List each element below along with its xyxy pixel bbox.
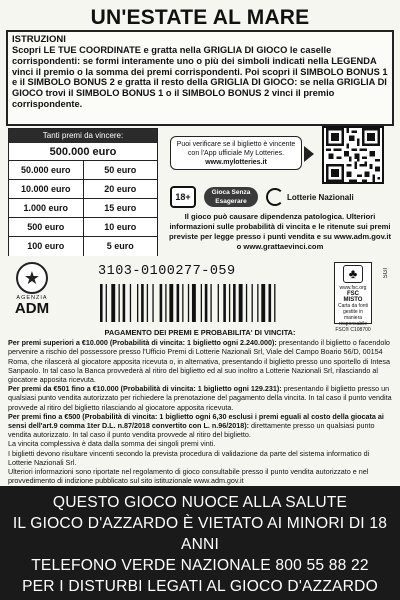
payment-para: La vincita complessiva è data dalla somma dei singoli premi vinti. bbox=[8, 439, 216, 449]
logos-row bbox=[170, 184, 390, 210]
prize-top: 500.000 euro bbox=[9, 143, 157, 161]
fsc-tree-icon bbox=[343, 265, 363, 283]
payment-para bbox=[8, 338, 392, 384]
prize-row bbox=[9, 237, 157, 256]
verify-url[interactable]: www.mylotteries.it bbox=[205, 159, 267, 166]
payment-para: I biglietti devono risultare vincenti secondo la prevista procedura di validazione da parte del sistema informatico di Lotterie Nazionali Srl. bbox=[8, 448, 370, 467]
prize-cell: 500 euro bbox=[9, 218, 83, 236]
fsc-badge bbox=[334, 262, 372, 333]
lotterie-logo-icon bbox=[266, 188, 284, 206]
fsc-mix: MISTO bbox=[343, 297, 363, 303]
payment-text: presentando il biglietto o facendolo pervenire a rischio del possessore presso l'Ufficio Premi di Lotterie Nazionali Srl, Viale del Campo Boario 56/D, 00154 Roma, che rilascerà al giocatore apposita ricevuta o, in alternativa, presentando il biglietto presso uno sportello di Intesa Sanpaolo. In tal caso la Banca provvederà al ritiro del biglietto ed al suo inoltro a Lotterie Nazionali Srl, rilasciando al giocatore apposita ricevuta. bbox=[8, 338, 390, 385]
gioca-senza-esagerare-logo: Gioca Senza Esagerare bbox=[204, 187, 258, 207]
addiction-warning: Il gioco può causare dipendenza patologica. Ulteriori informazioni sulle probabilità di vincita e le ritenute sui premi previste per legge presso i punti vendita e su www.adm.gov.it o www.grattaevinci.com bbox=[169, 212, 391, 251]
banner-line-4: PER I DISTURBI LEGATI AL GIOCO D'AZZARDO bbox=[22, 578, 378, 595]
prize-cell: 10.000 euro bbox=[9, 180, 83, 198]
serial-number: 3103-0100277-059 bbox=[98, 264, 236, 279]
prize-cell: 20 euro bbox=[83, 180, 158, 198]
adm-logo-text: ADM bbox=[14, 300, 50, 317]
agency-label: AGENZIA bbox=[16, 295, 48, 301]
prize-row bbox=[9, 161, 157, 180]
prize-table-header: Tanti premi da vincere: bbox=[9, 129, 157, 143]
instructions-body: Scopri LE TUE COORDINATE e gratta nella GRIGLIA DI GIOCO le caselle corrispondenti: se formi interamente uno o più dei simboli indicati nella LEGENDA vinci il premio o la somma dei premi corrispondenti. Poi scopri il SIMBOLO BONUS 1 e il SIMBOLO BONUS 2 e gratta il resto della GRIGLIA DI GIOCO: se nella GRIGLIA DI GIOCO trovi il SIMBOLO BONUS 1 o il SIMBOLO BONUS 2 vinci il premio corrispondente. bbox=[12, 45, 388, 109]
adm-emblem bbox=[10, 262, 54, 318]
prize-cell: 1.000 euro bbox=[9, 199, 83, 217]
instructions-heading: ISTRUZIONI bbox=[12, 34, 66, 45]
prize-cell: 10 euro bbox=[83, 218, 158, 236]
payment-para bbox=[8, 384, 392, 412]
payment-para: Ulteriori informazioni sono riportate nel regolamento di gioco consultabile presso il punto vendita autorizzato e nel provvedimento di indizione pubblicato sul sito istituzionale www.adm.gov.it bbox=[8, 467, 369, 486]
republic-emblem-icon bbox=[16, 262, 48, 294]
prize-cell: 50.000 euro bbox=[9, 161, 83, 179]
barcode-icon bbox=[98, 284, 298, 322]
banner-line-2: IL GIOCO D'AZZARDO È VIETATO AI MINORI DI 18 ANNI bbox=[12, 515, 388, 553]
payment-bold: Per premi superiori a €10.000 (Probabilità di vincita: 1 biglietto ogni 2.240.000): bbox=[8, 338, 277, 348]
qr-code-icon[interactable] bbox=[322, 126, 384, 184]
fsc-url: www.fsc.org bbox=[339, 285, 367, 291]
payment-info bbox=[8, 328, 392, 485]
prize-cell: 100 euro bbox=[9, 237, 83, 256]
arrow-right-icon bbox=[304, 146, 314, 162]
prize-cell: 5 euro bbox=[83, 237, 158, 256]
prize-cell: 15 euro bbox=[83, 199, 158, 217]
prize-row bbox=[9, 180, 157, 199]
verify-line-1: Puoi verificare se il biglietto è vincente bbox=[176, 141, 296, 148]
prize-row bbox=[9, 218, 157, 237]
sgi-mark: SGI bbox=[383, 268, 389, 279]
age-18-badge: 18+ bbox=[170, 186, 196, 208]
payment-heading: PAGAMENTO DEI PREMI E PROBABILITA' DI VINCITA: bbox=[104, 328, 296, 337]
payment-bold: Per premi da €501 fino a €10.000 (Probabilità di vincita: 1 biglietto ogni 129.231): bbox=[8, 384, 282, 394]
fsc-sub: Carta da fonti gestite in maniera responsabile bbox=[337, 303, 369, 327]
banner-line-1: QUESTO GIOCO NUOCE ALLA SALUTE bbox=[52, 494, 348, 511]
banner-line-3: TELEFONO VERDE NAZIONALE 800 55 88 22 bbox=[31, 557, 369, 574]
payment-text: presentando il biglietto presso un qualsiasi punto vendita autorizzato per richiedere la prenotazione del pagamento della vincita. In tal caso il punto vendita provvede al ritiro del biglietto rilasciando al giocatore apposita ricevuta. bbox=[8, 384, 392, 412]
payment-para bbox=[8, 412, 392, 440]
payment-text: direttamente presso un qualsiasi punto vendita autorizzato. In tal caso il punto vendita provvede al ritiro del biglietto. bbox=[8, 421, 375, 440]
prize-row bbox=[9, 199, 157, 218]
lotterie-brand-text: Lotterie Nazionali bbox=[287, 192, 354, 202]
instructions-box bbox=[6, 30, 394, 126]
verify-app-box bbox=[170, 136, 302, 170]
fsc-label: FSC bbox=[347, 291, 359, 297]
fsc-code: FSC® C108700 bbox=[335, 327, 371, 333]
payment-bold: Per premi fino a €500 (Probabilità di vincita: 1 biglietto ogni 6,30 esclusi i premi eguali al costo della giocata ai sensi dell'art.9 comma 1ter D.L. n.87/2018 convertito con L. n.96/2018): bbox=[8, 411, 384, 431]
prize-table bbox=[8, 128, 158, 256]
verify-line-2: con l'App ufficiale My Lotteries. bbox=[187, 150, 285, 157]
prize-cell: 50 euro bbox=[83, 161, 158, 179]
lotterie-nazionali-logo bbox=[266, 188, 354, 206]
page-title: UN'ESTATE AL MARE bbox=[90, 6, 310, 29]
health-warning-banner bbox=[0, 486, 400, 600]
